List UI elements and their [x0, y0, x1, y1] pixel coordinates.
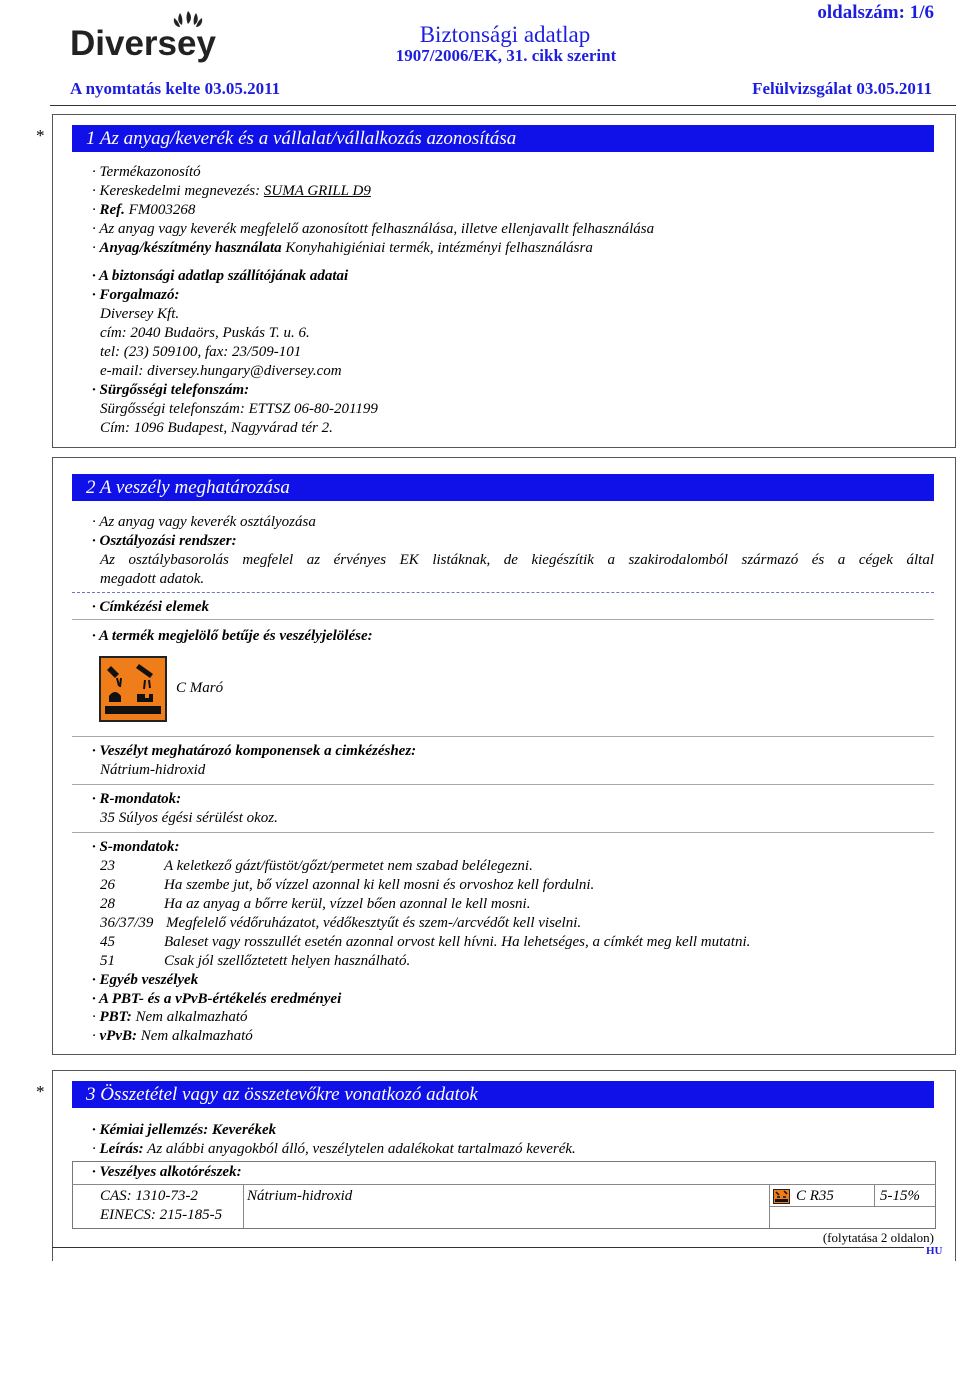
- continued-note: (folytatása 2 oldalon): [822, 1230, 934, 1245]
- label-divider: [72, 619, 934, 620]
- hazardous-components-label: · Veszélyes alkotórészek:: [92, 1163, 242, 1182]
- component-name-cell: Nátrium-hidroxid: [247, 1188, 353, 1204]
- system-label: · Osztályozási rendszer:: [92, 532, 237, 551]
- country-code: HU: [926, 1245, 943, 1257]
- emergency-label: · Sürgősségi telefonszám:: [92, 381, 249, 400]
- ref-line: · Ref. FM003268: [92, 201, 195, 220]
- supplier-heading: · A biztonsági adatlap szállítójának adatai: [92, 267, 348, 286]
- symbol-heading: · A termék megjelölő betűje és veszélyjelölése:: [92, 627, 373, 646]
- hazard-symbol-text: C Maró: [176, 680, 224, 696]
- corrosive-icon: [99, 656, 167, 722]
- components-label: · Veszélyt meghatározó komponensek a cimkézéshez:: [92, 742, 416, 761]
- s-phrase-code: 28: [100, 896, 115, 912]
- s-phrase-code: 51: [100, 953, 115, 969]
- label-elements-heading: · Címkézési elemek: [92, 598, 209, 617]
- change-marker: *: [36, 1082, 45, 1101]
- header-divider: [50, 105, 956, 106]
- s-phrase-code: 26: [100, 877, 115, 893]
- use-line: · Anyag/készítmény használata Konyhahigiéniai termék, intézményi felhasználásra: [92, 239, 593, 258]
- table-cell-divider: [769, 1206, 935, 1207]
- table-col-divider: [243, 1184, 244, 1228]
- company-phone: tel: (23) 509100, fax: 23/509-101: [100, 344, 302, 360]
- r-phrases-label: · R-mondatok:: [92, 790, 181, 809]
- revision-date: Felülvizsgálat 03.05.2011: [752, 79, 932, 98]
- concentration-cell: 5-15%: [880, 1188, 920, 1204]
- dashed-divider: [72, 592, 934, 593]
- company-email[interactable]: e-mail: diversey.hungary@diversey.com: [100, 363, 342, 379]
- s-phrases-label: · S-mondatok:: [92, 838, 180, 857]
- system-text-line-2: megadott adatok.: [100, 571, 205, 587]
- classification-cell: C R35: [796, 1188, 834, 1204]
- s-phrase-code: 23: [100, 858, 115, 874]
- document-title: Biztonsági adatlap: [419, 22, 591, 47]
- chemical-characterization: · Kémiai jellemzés: Keverékek: [92, 1121, 276, 1140]
- s-phrase-text: Megfelelő védőruházatot, védőkesztyűt és szem-/arcvédőt kell viselni.: [166, 915, 582, 931]
- classification-heading: · Az anyag vagy keverék osztályozása: [92, 513, 316, 532]
- table-col-divider: [874, 1184, 875, 1206]
- einecs-number: EINECS: 215-185-5: [100, 1207, 223, 1223]
- product-identifier: · Termékazonosító: [92, 163, 201, 182]
- system-text-line-1: Az osztálybasorolás megfelel az érvényes EK listáknak, de kiegészítik a szakirodalomból származó és a cégek által: [100, 552, 934, 568]
- s-phrase-code: 36/37/39: [100, 915, 154, 931]
- print-date: A nyomtatás kelte 03.05.2011: [70, 79, 281, 98]
- table-header-divider: [72, 1184, 936, 1185]
- other-hazards: · Egyéb veszélyek: [92, 971, 198, 990]
- svg-text:Diversey: Diversey: [70, 24, 216, 63]
- description-line: · Leírás: Az alábbi anyagokból álló, veszélytelen adalékokat tartalmazó keverék.: [92, 1140, 576, 1159]
- s-phrase-text: Csak jól szellőztetett helyen használható.: [164, 953, 411, 969]
- distributor-label: · Forgalmazó:: [92, 286, 180, 305]
- diversey-logo: [68, 8, 218, 68]
- s-phrase-text: Ha az anyag a bőrre kerül, vízzel bően azonnal le kell mosni.: [164, 896, 531, 912]
- company-address: cím: 2040 Budaörs, Puskás T. u. 6.: [100, 325, 310, 341]
- company-name: Diversey Kft.: [100, 306, 180, 322]
- section-3-title: 3 Összetétel vagy az összetevőkre vonatkozó adatok: [72, 1081, 934, 1108]
- section-1-title: 1 Az anyag/keverék és a vállalat/vállalkozás azonosítása: [72, 125, 934, 152]
- emergency-address: Cím: 1096 Budapest, Nagyvárad tér 2.: [100, 420, 333, 436]
- components-divider: [72, 784, 934, 785]
- use-heading: · Az anyag vagy keverék megfelelő azonosított felhasználása, illetve ellenjavallt felhasználása: [92, 220, 654, 239]
- r-phrases-divider: [72, 832, 934, 833]
- trade-name-line: · Kereskedelmi megnevezés: SUMA GRILL D9: [92, 182, 371, 201]
- s-phrase-text: A keletkező gázt/füstöt/gőzt/permetet nem szabad belélegezni.: [164, 858, 533, 874]
- change-marker: *: [36, 126, 45, 145]
- footer-divider: [52, 1247, 924, 1248]
- logo-graphic: [68, 8, 218, 68]
- trade-name: SUMA GRILL D9: [263, 183, 371, 199]
- s-phrase-text: Ha szembe jut, bő vízzel azonnal ki kell mosni és orvoshoz kell fordulni.: [164, 877, 595, 893]
- pbt-line: · PBT: Nem alkalmazható: [92, 1008, 248, 1027]
- regulation-text: 1907/2006/EK, 31. cikk szerint: [395, 46, 617, 65]
- s-phrase-code: 45: [100, 934, 115, 950]
- page-number: oldalszám: 1/6: [817, 2, 934, 23]
- symbol-divider: [72, 736, 934, 737]
- cas-number: CAS: 1310-73-2: [100, 1188, 198, 1204]
- s-phrase-text: Baleset vagy rosszullét esetén azonnal orvost kell hívni. Ha lehetséges, a címkét meg kell mutatni.: [164, 934, 751, 950]
- r-phrase: 35 Súlyos égési sérülést okoz.: [100, 810, 278, 826]
- section-2-title: 2 A veszély meghatározása: [72, 474, 934, 501]
- vpvb-line: · vPvB: Nem alkalmazható: [92, 1027, 253, 1046]
- pbt-heading: · A PBT- és a vPvB-értékelés eredményei: [92, 990, 341, 1009]
- component-name: Nátrium-hidroxid: [100, 762, 206, 778]
- corrosive-small-icon: [773, 1189, 790, 1204]
- emergency-phone: Sürgősségi telefonszám: ETTSZ 06-80-201199: [100, 401, 378, 417]
